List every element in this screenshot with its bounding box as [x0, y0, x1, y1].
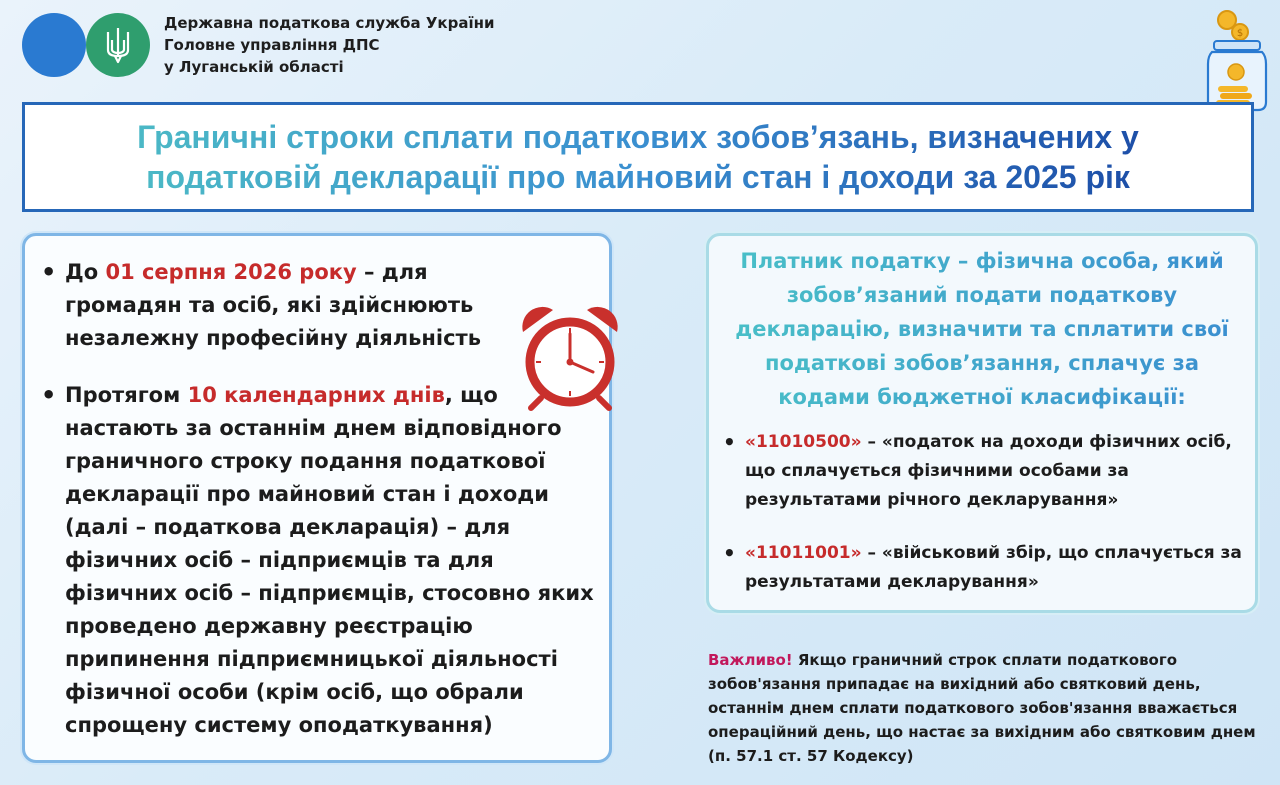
budget-codes-list — [721, 428, 1249, 597]
deadline-2-days: 10 календарних днів — [187, 383, 445, 407]
deadline-2-prefix: Протягом — [65, 383, 188, 407]
deadline-1-date: 01 серпня 2026 року — [105, 260, 357, 284]
important-label: Важливо! — [708, 651, 793, 669]
org-line-2: Головне управління ДПС — [164, 36, 380, 54]
logo-green-circle — [86, 13, 150, 77]
deadlines-panel — [22, 233, 612, 763]
budget-code-1-text: – «податок на доходи фізичних осіб, що сплачується фізичними особами за результатами річного декларування» — [745, 432, 1232, 510]
coin-jar-icon — [1200, 8, 1270, 112]
svg-text:$: $ — [1236, 28, 1244, 39]
deadline-item-2 — [39, 379, 599, 742]
deadline-1-prefix: До — [65, 260, 106, 284]
title-line-1: Граничні строки сплати податкових зобов’язань, визначених у — [137, 119, 1139, 155]
budget-code-item-1 — [721, 428, 1249, 515]
budget-code-2: «11011001» — [745, 543, 862, 563]
budget-codes-panel — [706, 233, 1258, 613]
budget-code-1: «11010500» — [745, 432, 862, 452]
header — [22, 12, 494, 78]
org-line-1: Державна податкова служба України — [164, 14, 495, 32]
trident-icon — [103, 26, 133, 64]
budget-code-2-text: – «військовий збір, що сплачується за результатами декларування» — [745, 543, 1242, 592]
org-line-3: у Луганській області — [164, 58, 344, 76]
logo-blue-circle — [22, 13, 86, 77]
deadline-item-1 — [39, 256, 505, 355]
important-note — [708, 648, 1268, 768]
org-name — [164, 12, 494, 78]
deadlines-list — [39, 256, 599, 742]
important-text: Якщо граничний строк сплати податкового зобов'язання припадає на вихідний або святковий день, останнім днем сплати податкового зобов'язання вважається операційний день, що настає за вихідним або святковим днем (п. 57.1 ст. 57 Кодексу) — [708, 651, 1256, 765]
title-box — [22, 102, 1254, 212]
deadline-2-text: , що настають за останнім днем відповідного граничного строку подання податкової декларації про майновий стан і доходи (далі – податкова декларація) – для фізичних осіб – підприємців та для фізичних осіб – підприємців, стосовно яких проведено державну реєстрацію припинення підприємницької діяльності фізичної особи (крім осіб, що обрали спрощену систему оподаткування) — [65, 383, 594, 737]
alarm-clock-icon — [517, 302, 623, 412]
budget-code-item-2 — [721, 539, 1249, 597]
budget-codes-heading: Платник податку – фізична особа, який зобов’язаний подати податкову декларацію, визначити та сплатити свої податкові зобов’язання, сплачує за кодами бюджетної класифікації: — [719, 244, 1245, 414]
deadline-1-text: – для громадян та осіб, які здійснюють незалежну професійну діяльність — [65, 260, 481, 350]
title-line-2: податковій декларації про майновий стан і доходи за 2025 рік — [146, 159, 1130, 195]
